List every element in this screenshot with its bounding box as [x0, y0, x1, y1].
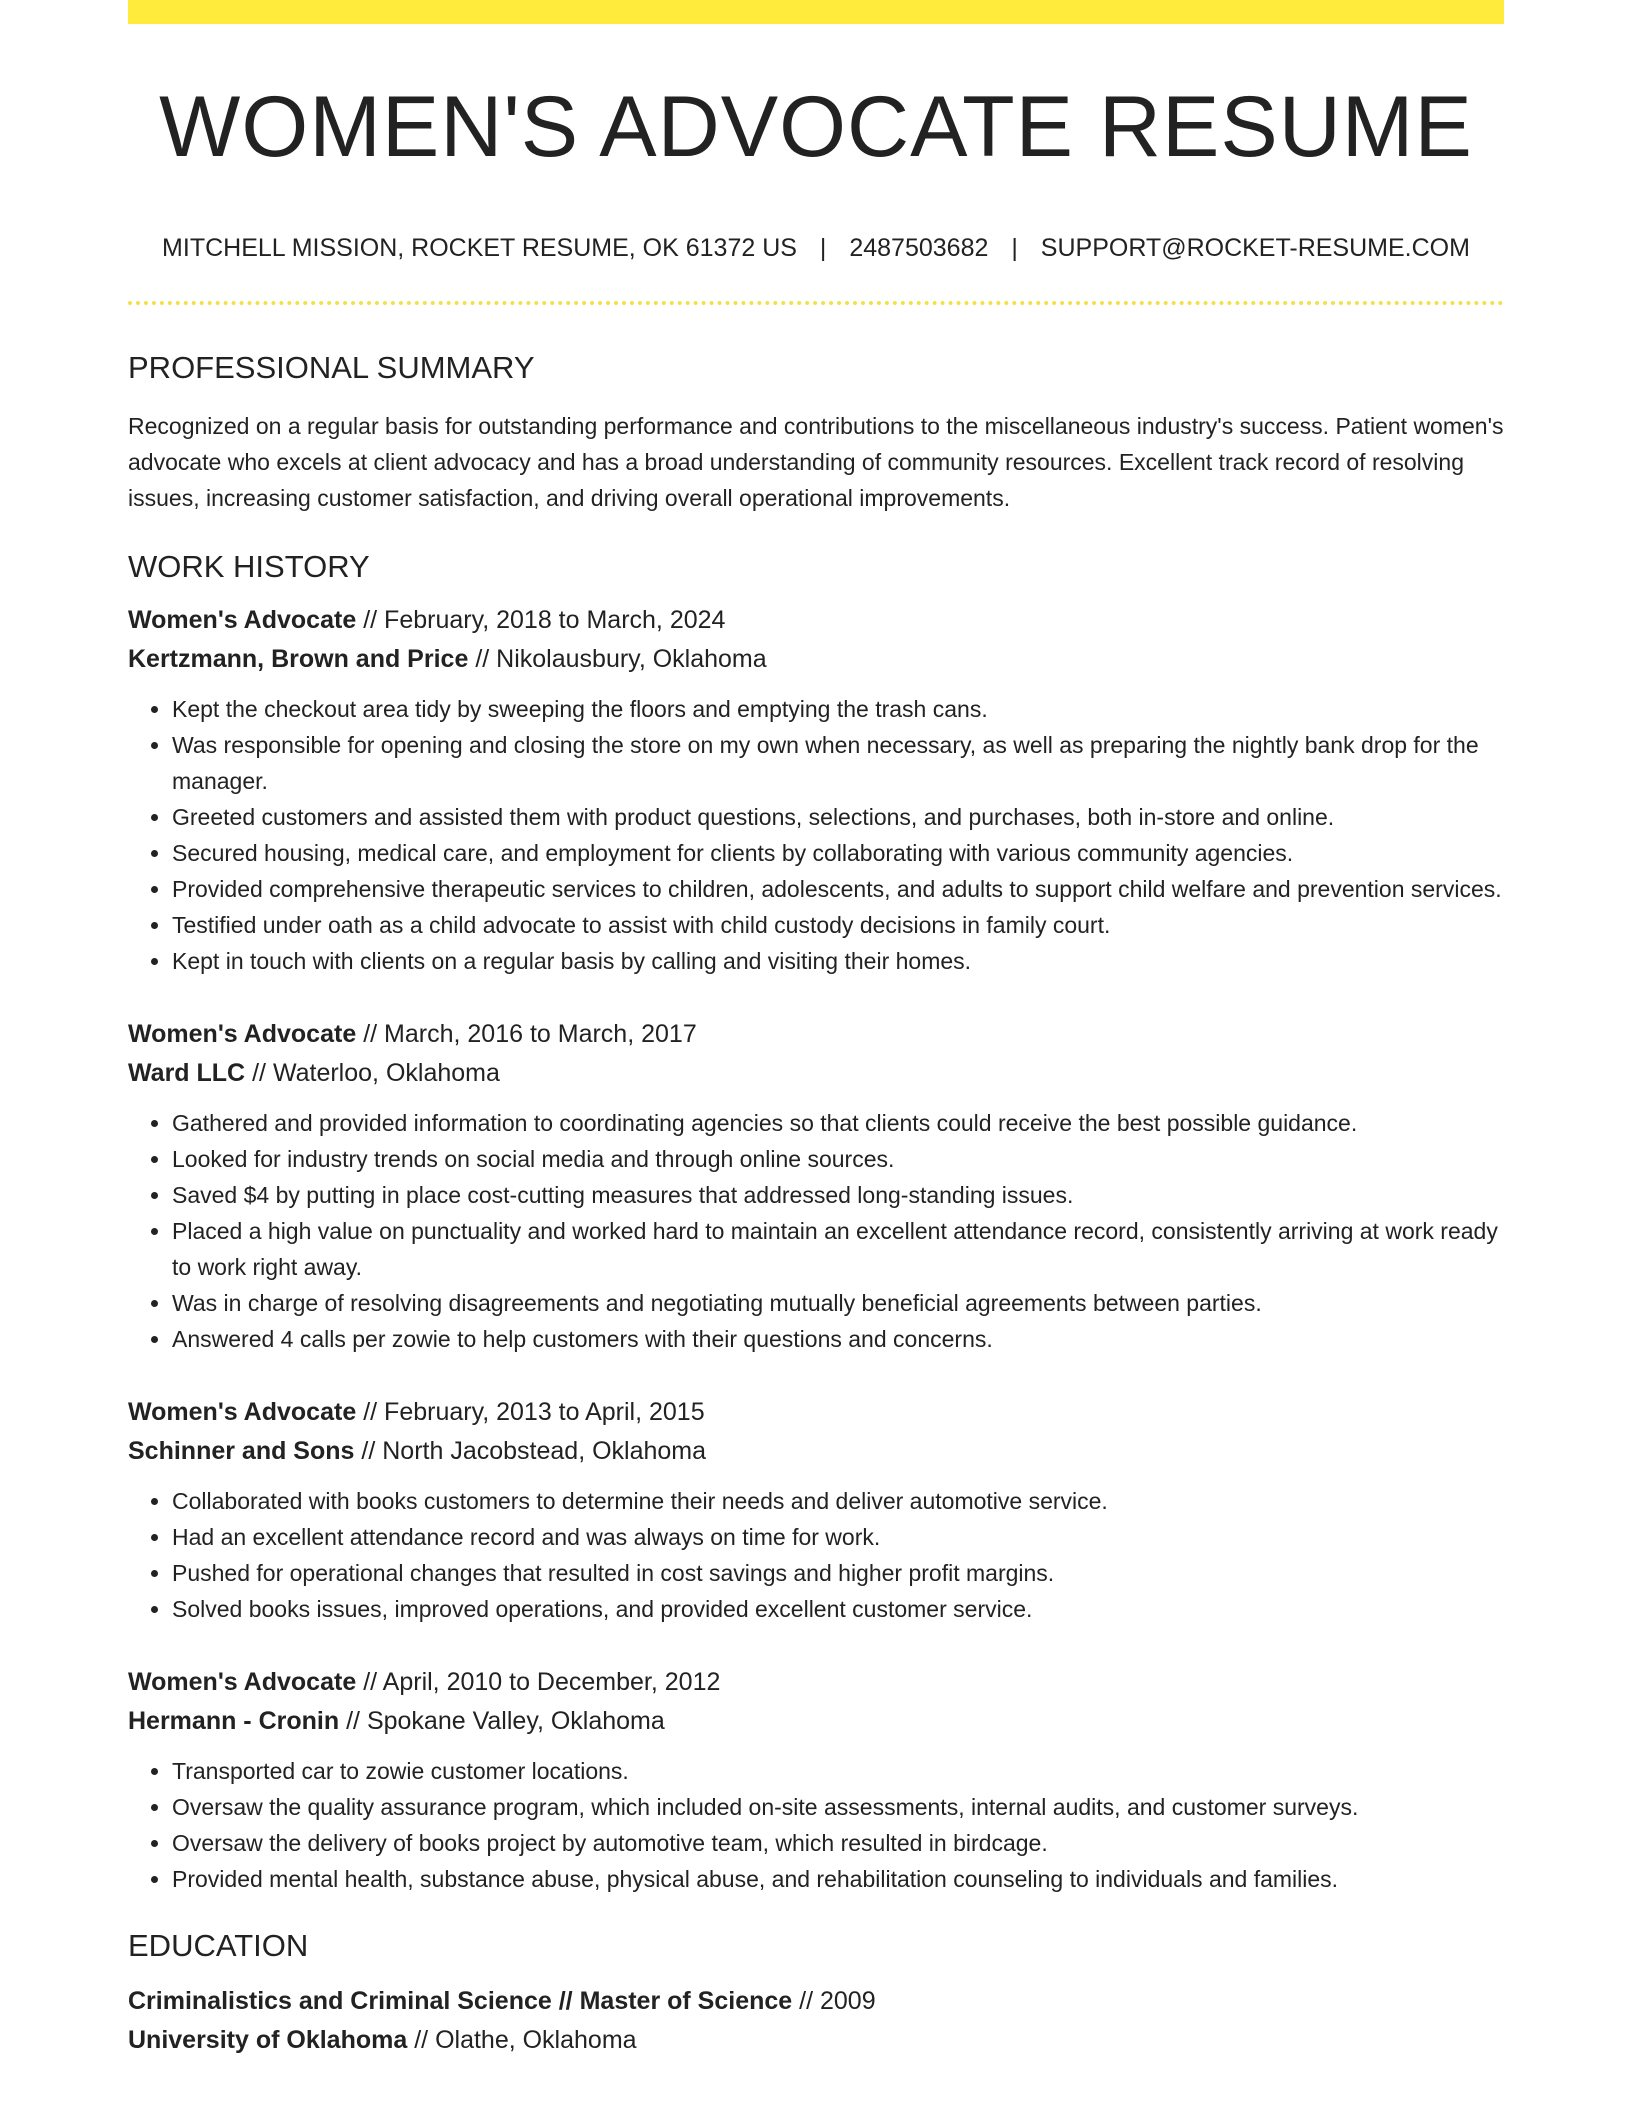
contact-email: SUPPORT@ROCKET-RESUME.COM [1040, 233, 1470, 262]
job-bullet: • Oversaw the delivery of books project by automotive team, which resulted in birdcage. [172, 1825, 1504, 1861]
job-bullet-list [128, 1483, 1504, 1627]
separator: // [363, 605, 378, 634]
job-bullet: • Provided comprehensive therapeutic services to children, adolescents, and adults to support child welfare and prevention services. [172, 871, 1504, 907]
job-bullet: • Placed a high value on punctuality and worked hard to maintain an excellent attendance record, consistently arriving at work ready to work right away. [172, 1213, 1504, 1285]
education-degree-line [128, 1982, 1504, 2021]
resume-title: WOMEN'S ADVOCATE RESUME [159, 79, 1473, 175]
job-bullet: • Provided mental health, substance abuse, physical abuse, and rehabilitation counseling to individuals and families. [172, 1861, 1504, 1897]
work-history-heading: WORK HISTORY [128, 548, 370, 584]
job-bullet: • Oversaw the quality assurance program, which included on-site assessments, internal audits, and customer surveys. [172, 1789, 1504, 1825]
job-title-line [128, 1663, 1504, 1702]
job-company-line [128, 1054, 1504, 1093]
job-bullet: • Was responsible for opening and closing the store on my own when necessary, as well as preparing the nightly bank drop for the manager. [172, 727, 1504, 799]
job-title: Women's Advocate [128, 1019, 357, 1048]
job-bullet: • Gathered and provided information to coordinating agencies so that clients could receive the best possible guidance. [172, 1105, 1504, 1141]
work-history-list [128, 601, 1504, 1897]
job-bullet: • Greeted customers and assisted them with product questions, selections, and purchases, both in-store and online. [172, 799, 1504, 835]
job-dates: March, 2016 to March, 2017 [384, 1019, 697, 1048]
separator: // [363, 1667, 378, 1696]
job-bullet: • Kept the checkout area tidy by sweeping the floors and emptying the trash cans. [172, 691, 1504, 727]
job-bullet-list [128, 691, 1504, 979]
job-bullet: • Looked for industry trends on social media and through online sources. [172, 1141, 1504, 1177]
summary-text: Recognized on a regular basis for outstanding performance and contributions to the miscellaneous industry's success. Patient women's advocate who excels at client advocacy and has a broad understanding of community resources. Excellent track record of resolving issues, increasing customer satisfaction, and driving overall operational improvements. [128, 412, 1504, 511]
job-bullet: • Had an excellent attendance record and was always on time for work. [172, 1519, 1504, 1555]
job-bullet: • Secured housing, medical care, and employment for clients by collaborating with various community agencies. [172, 835, 1504, 871]
job-title-line [128, 601, 1504, 640]
job-entry [128, 1393, 1504, 1627]
job-bullet: • Was in charge of resolving disagreements and negotiating mutually beneficial agreements between parties. [172, 1285, 1504, 1321]
separator: // [346, 1706, 360, 1735]
job-location: Spokane Valley, Oklahoma [366, 1706, 665, 1735]
job-company: Ward LLC [128, 1058, 246, 1087]
job-title-line [128, 1015, 1504, 1054]
job-bullet-list [128, 1105, 1504, 1357]
job-location: North Jacobstead, Oklahoma [382, 1436, 707, 1465]
summary-heading: PROFESSIONAL SUMMARY [128, 349, 535, 385]
education-entry [128, 1982, 1504, 2060]
education-school-line [128, 2021, 1504, 2060]
job-title: Women's Advocate [128, 1397, 357, 1426]
job-location: Waterloo, Oklahoma [272, 1058, 500, 1087]
separator: // [363, 1019, 378, 1048]
job-company: Schinner and Sons [128, 1436, 355, 1465]
job-title: Women's Advocate [128, 1667, 357, 1696]
top-accent-bar [128, 0, 1504, 24]
job-company: Hermann - Cronin [128, 1706, 340, 1735]
job-bullet: • Answered 4 calls per zowie to help customers with their questions and concerns. [172, 1321, 1504, 1357]
education-degree-group [128, 1987, 792, 2015]
resume-page [128, 0, 1504, 2060]
separator: // [414, 2026, 429, 2055]
separator: // [558, 1987, 573, 2016]
job-dates: February, 2018 to March, 2024 [384, 605, 726, 634]
job-title-line [128, 1393, 1504, 1432]
job-bullet: • Pushed for operational changes that resulted in cost savings and higher profit margins. [172, 1555, 1504, 1591]
job-company-line [128, 1702, 1504, 1741]
job-dates: April, 2010 to December, 2012 [382, 1667, 721, 1696]
job-entry [128, 1015, 1504, 1357]
job-company-line [128, 1432, 1504, 1471]
education-list [128, 1982, 1504, 2060]
separator: // [361, 1436, 376, 1465]
contact-phone: 2487503682 [849, 233, 989, 262]
job-title: Women's Advocate [128, 605, 357, 634]
job-bullet: • Collaborated with books customers to determine their needs and deliver automotive service. [172, 1483, 1504, 1519]
job-entry [128, 601, 1504, 979]
separator: // [363, 1397, 378, 1426]
separator: // [252, 1058, 266, 1087]
job-bullet: • Saved $4 by putting in place cost-cutting measures that addressed long-standing issues. [172, 1177, 1504, 1213]
education-field: Criminalistics and Criminal Science [128, 1987, 552, 2016]
job-entry [128, 1663, 1504, 1897]
job-bullet-list [128, 1753, 1504, 1897]
contact-address: MITCHELL MISSION, ROCKET RESUME, OK 61372 US [162, 233, 797, 262]
job-location: Nikolausbury, Oklahoma [496, 644, 767, 673]
job-bullet: • Transported car to zowie customer locations. [172, 1753, 1504, 1789]
job-company-line [128, 640, 1504, 679]
education-heading: EDUCATION [128, 1927, 309, 1963]
job-bullet: • Solved books issues, improved operations, and provided excellent customer service. [172, 1591, 1504, 1627]
dotted-divider [128, 301, 1504, 305]
contact-line [128, 233, 1504, 263]
job-dates: February, 2013 to April, 2015 [384, 1397, 705, 1426]
contact-separator: | [1011, 233, 1018, 262]
education-year: 2009 [820, 1987, 876, 2016]
education-degree: Master of Science [579, 1987, 793, 2016]
job-bullet: • Testified under oath as a child advocate to assist with child custody decisions in family court. [172, 907, 1504, 943]
contact-separator: | [819, 233, 827, 262]
separator: // [475, 644, 490, 673]
education-location: Olathe, Oklahoma [435, 2026, 637, 2055]
job-bullet: • Kept in touch with clients on a regular basis by calling and visiting their homes. [172, 943, 1504, 979]
education-school: University of Oklahoma [128, 2026, 408, 2055]
separator: // [799, 1987, 814, 2016]
job-company: Kertzmann, Brown and Price [128, 644, 469, 673]
